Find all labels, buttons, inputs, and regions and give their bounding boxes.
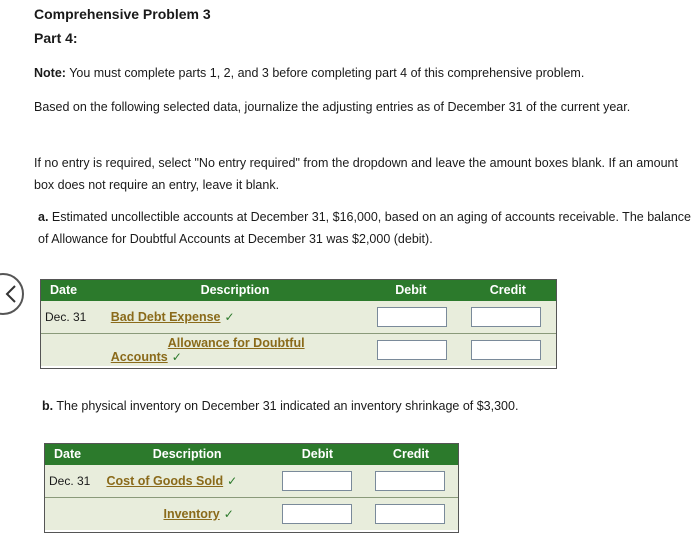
part-b-letter: b. [42,399,54,413]
col-debit: Debit [363,279,459,301]
back-button[interactable] [0,273,24,315]
debit-input[interactable] [377,307,447,327]
account-select[interactable] [102,498,271,531]
part-a-description [38,206,698,250]
account-select[interactable] [107,301,363,334]
credit-cell [363,465,459,498]
chevron-left-icon [5,284,17,304]
entry-date [40,334,107,367]
entry-date [44,498,102,531]
credit-input[interactable] [471,307,541,327]
credit-input[interactable] [375,471,445,491]
account-name[interactable]: Cost of Goods Sold [106,474,224,488]
table-row [44,498,459,531]
journal-table-a [40,279,557,366]
note-text: You must complete parts 1, 2, and 3 before completing part 4 of this comprehensive problem. [65,66,585,80]
entry-date: Dec. 31 [49,474,91,488]
account-select[interactable] [107,334,363,367]
check-icon: ✓ [227,474,238,488]
credit-input[interactable] [471,340,541,360]
journal-table-b [44,443,459,530]
col-credit: Credit [459,279,557,301]
col-description: Description [102,443,271,465]
check-icon: ✓ [224,310,235,324]
debit-cell [363,301,459,334]
debit-input[interactable] [377,340,447,360]
debit-cell [272,498,363,531]
account-name[interactable]: Inventory [163,507,220,521]
col-debit: Debit [272,443,363,465]
check-icon: ✓ [223,507,234,521]
part-a-letter: a. [38,210,49,224]
account-name[interactable]: Allowance for Doubtful Accounts [110,336,305,364]
entry-date: Dec. 31 [45,310,87,324]
credit-cell [459,301,557,334]
credit-input[interactable] [375,504,445,524]
part-b-description [42,395,700,417]
note-paragraph [34,62,694,84]
col-credit: Credit [363,443,459,465]
table-row [40,301,557,334]
debit-input[interactable] [282,504,352,524]
no-entry-paragraph: If no entry is required, select "No entry required" from the dropdown and leave the amount boxes blank. If an amount box does not require an entry, leave it blank. [34,156,678,192]
table-row [40,334,557,367]
note-label: Note: [34,66,66,80]
based-on-paragraph: Based on the following selected data, journalize the adjusting entries as of December 31 of the current year. [34,100,631,114]
part-label: Part 4: [34,30,78,46]
debit-cell [272,465,363,498]
check-icon: ✓ [171,350,182,364]
debit-cell [363,334,459,367]
col-date: Date [40,279,107,301]
account-name[interactable]: Bad Debt Expense [110,310,221,324]
table-row [44,465,459,498]
credit-cell [363,498,459,531]
col-description: Description [107,279,363,301]
credit-cell [459,334,557,367]
part-b-text: The physical inventory on December 31 indicated an inventory shrinkage of $3,300. [53,399,519,413]
part-a-text: Estimated uncollectible accounts at December 31, $16,000, based on an aging of accounts receivable. The balance of Allowance for Doubtful Accounts at December 31 was $2,000 (debit). [38,210,691,246]
account-select[interactable] [102,465,271,498]
page-title: Comprehensive Problem 3 [34,6,211,22]
col-date: Date [44,443,102,465]
debit-input[interactable] [282,471,352,491]
